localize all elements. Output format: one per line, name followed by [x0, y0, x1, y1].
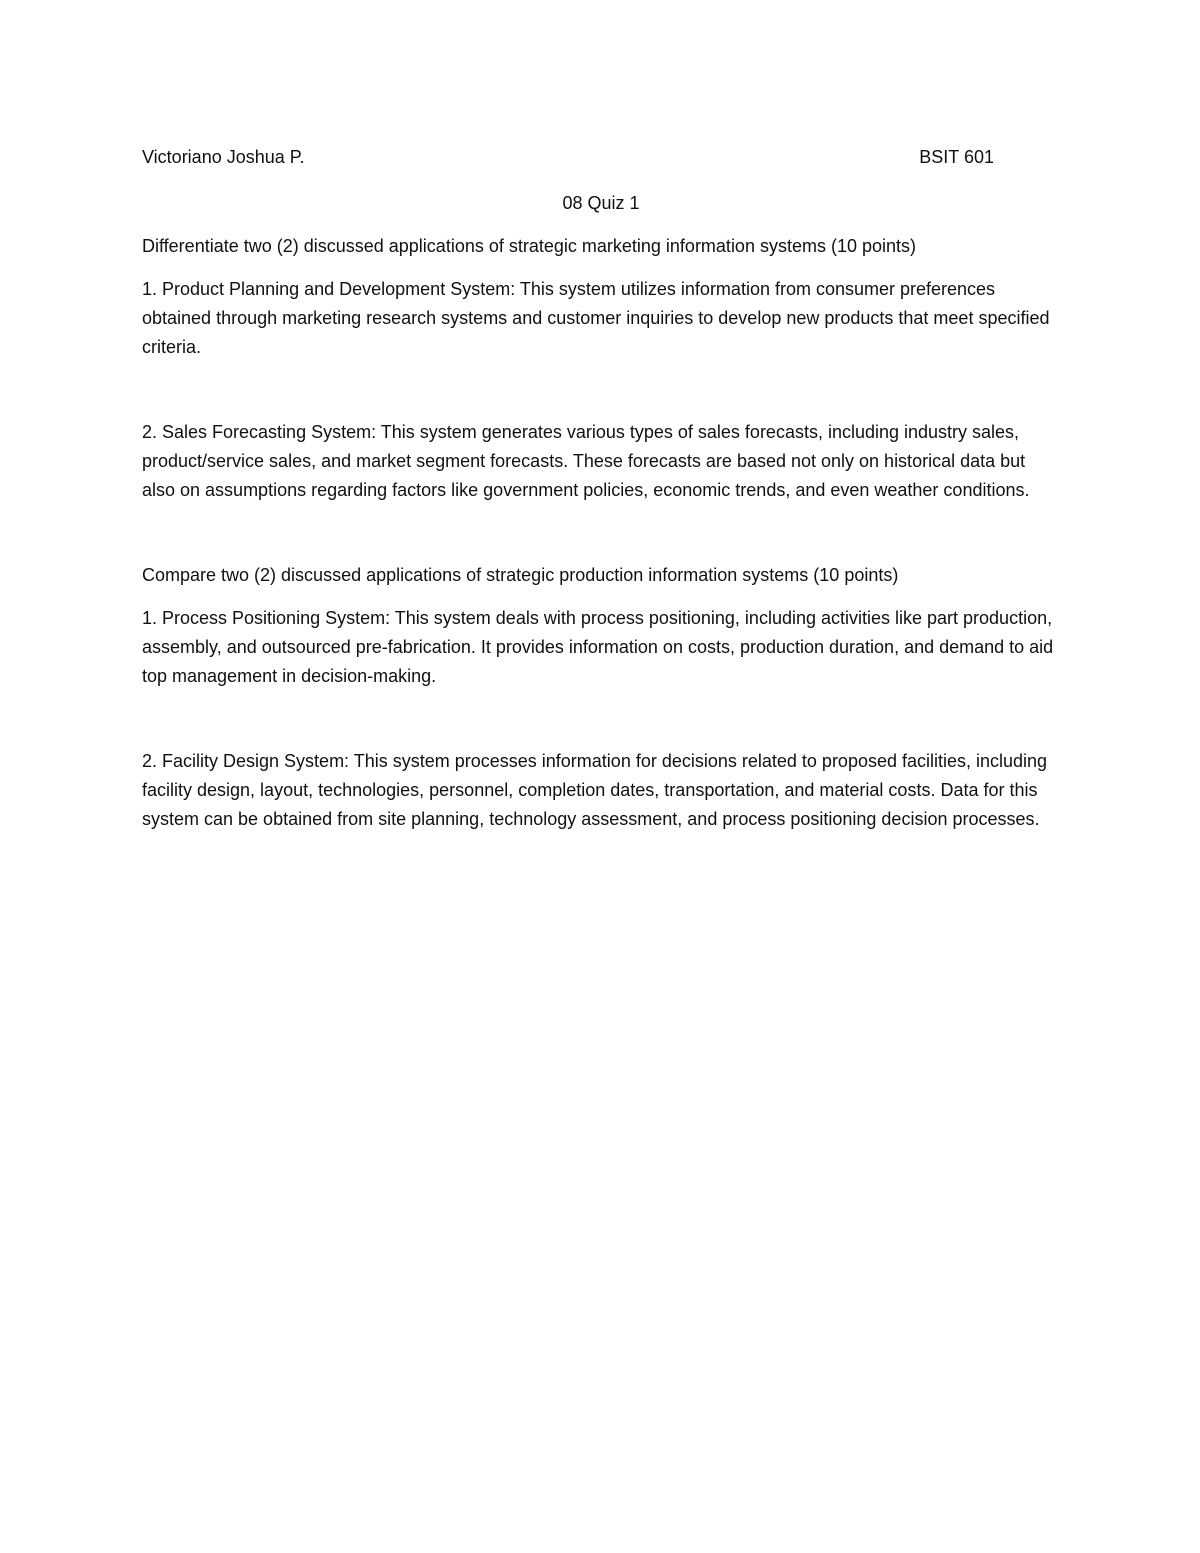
- answer-2-2: 2. Facility Design System: This system processes information for decisions related to proposed facilities, including facility design, layout, technologies, personnel, completion dates, transportation, and material costs. Data for this system can be obtained from site planning, technology assessment, and process positioning decision processes.: [142, 751, 1048, 829]
- question-2: Compare two (2) discussed applications of strategic production information systems (10 points): [142, 565, 899, 585]
- answer-1-1: 1. Product Planning and Development System: This system utilizes information from consumer preferences obtained through marketing research systems and customer inquiries to develop new products that meet specified criteria.: [142, 279, 1050, 357]
- document-body: [142, 143, 1062, 834]
- question-1: Differentiate two (2) discussed applications of strategic marketing information systems (10 points): [142, 236, 917, 256]
- class-section: BSIT 601: [919, 147, 994, 167]
- quiz-title: 08 Quiz 1: [562, 193, 640, 213]
- student-name: Victoriano Joshua P.: [142, 147, 305, 167]
- answer-2-1: 1. Process Positioning System: This system deals with process positioning, including activities like part production, assembly, and outsourced pre-fabrication. It provides information on costs, production duration, and demand to aid top management in decision-making.: [142, 608, 1054, 686]
- answer-1-2: 2. Sales Forecasting System: This system generates various types of sales forecasts, including industry sales, product/service sales, and market segment forecasts. These forecasts are based not only on historical data but also on assumptions regarding factors like government policies, economic trends, and even weather conditions.: [142, 422, 1030, 500]
- header-row: [142, 143, 994, 172]
